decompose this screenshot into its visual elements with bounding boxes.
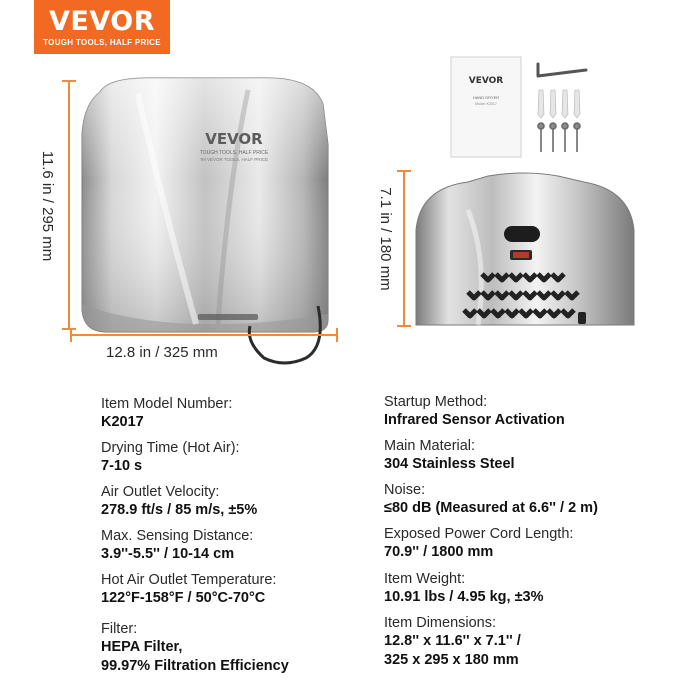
allen-key-icon — [538, 64, 586, 76]
spec-value: 122°F-158°F / 50°C-70°C — [101, 590, 266, 606]
spec-label: Item Weight: — [384, 571, 466, 587]
spec-item — [384, 525, 684, 570]
spec-value: 304 Stainless Steel — [384, 456, 515, 472]
spec-label: Item Model Number: — [101, 396, 233, 412]
spec-value: 12.8'' x 11.6'' x 7.1'' / — [384, 633, 521, 649]
spec-item — [384, 393, 684, 437]
body-tagline-2: Tel VEVOR TOOLS, HALF PRICE — [199, 157, 269, 162]
brand-tagline: TOUGH TOOLS, HALF PRICE — [43, 38, 161, 47]
spec-item — [101, 620, 401, 676]
spec-item — [101, 395, 401, 439]
spec-value-line-2: 99.97% Filtration Efficiency — [101, 658, 289, 674]
front-width-dimension-line — [70, 334, 338, 336]
spec-value-line-2: 325 x 295 x 180 mm — [384, 652, 519, 668]
wall-anchor-icons — [538, 90, 580, 118]
spec-item — [101, 571, 401, 620]
spec-item — [384, 614, 684, 670]
screw-icons — [538, 123, 580, 152]
front-width-tick-left — [70, 328, 72, 342]
spec-value: Infrared Sensor Activation — [384, 412, 565, 428]
spec-item — [101, 483, 401, 527]
manual-title: HAND DRYER — [472, 95, 500, 100]
manual-subtitle: Model: K2017 — [475, 102, 497, 106]
brand-name: VEVOR — [48, 6, 155, 37]
front-height-dimension-line — [68, 80, 70, 330]
spec-label: Main Material: — [384, 438, 476, 454]
spec-item — [101, 527, 401, 571]
spec-value: ≤80 dB (Measured at 6.6'' / 2 m) — [384, 500, 598, 516]
infrared-sensor-icon — [504, 226, 540, 242]
hand-dryer-side-image — [408, 170, 640, 330]
side-depth-dimension-line — [403, 170, 405, 327]
spec-value: 3.9''-5.5'' / 10-14 cm — [101, 546, 235, 562]
spec-label: Drying Time (Hot Air): — [101, 440, 240, 456]
body-logo: VEVOR — [205, 130, 263, 148]
body-tagline-1: TOUGH TOOLS, HALF PRICE — [199, 150, 269, 156]
spec-value: 70.9'' / 1800 mm — [384, 544, 494, 560]
front-width-label: 12.8 in / 325 mm — [106, 344, 218, 361]
side-depth-tick-bottom — [397, 325, 411, 327]
hand-dryer-front-image — [78, 74, 336, 369]
user-manual-image — [450, 56, 522, 158]
spec-label: Startup Method: — [384, 394, 488, 410]
spec-value: 278.9 ft/s / 85 m/s, ±5% — [101, 502, 258, 518]
spec-label: Item Dimensions: — [384, 615, 497, 631]
front-height-label: 11.6 in / 295 mm — [39, 150, 56, 262]
front-width-tick-right — [336, 328, 338, 342]
spec-label: Filter: — [101, 621, 138, 637]
spec-item — [384, 437, 684, 481]
side-depth-tick-top — [397, 170, 411, 172]
spec-item — [101, 439, 401, 483]
specs-left-column — [101, 395, 401, 676]
front-height-tick-bottom — [62, 328, 76, 330]
manual-logo: VEVOR — [468, 76, 504, 86]
specs-right-column — [384, 393, 684, 670]
spec-label: Max. Sensing Distance: — [101, 528, 254, 544]
mounting-hardware-image — [528, 56, 592, 160]
side-depth-label: 7.1 in / 180 mm — [377, 187, 394, 291]
spec-item — [384, 481, 684, 525]
spec-value: HEPA Filter, — [101, 639, 183, 655]
spec-item — [384, 570, 684, 614]
spec-label: Exposed Power Cord Length: — [384, 526, 574, 542]
spec-value: 7-10 s — [101, 458, 143, 474]
spec-label: Air Outlet Velocity: — [101, 484, 220, 500]
spec-label: Hot Air Outlet Temperature: — [101, 572, 277, 588]
front-height-tick-top — [62, 80, 76, 82]
brand-logo — [34, 0, 170, 54]
spec-label: Noise: — [384, 482, 426, 498]
spec-value: 10.91 lbs / 4.95 kg, ±3% — [384, 589, 544, 605]
spec-value: K2017 — [101, 414, 144, 430]
